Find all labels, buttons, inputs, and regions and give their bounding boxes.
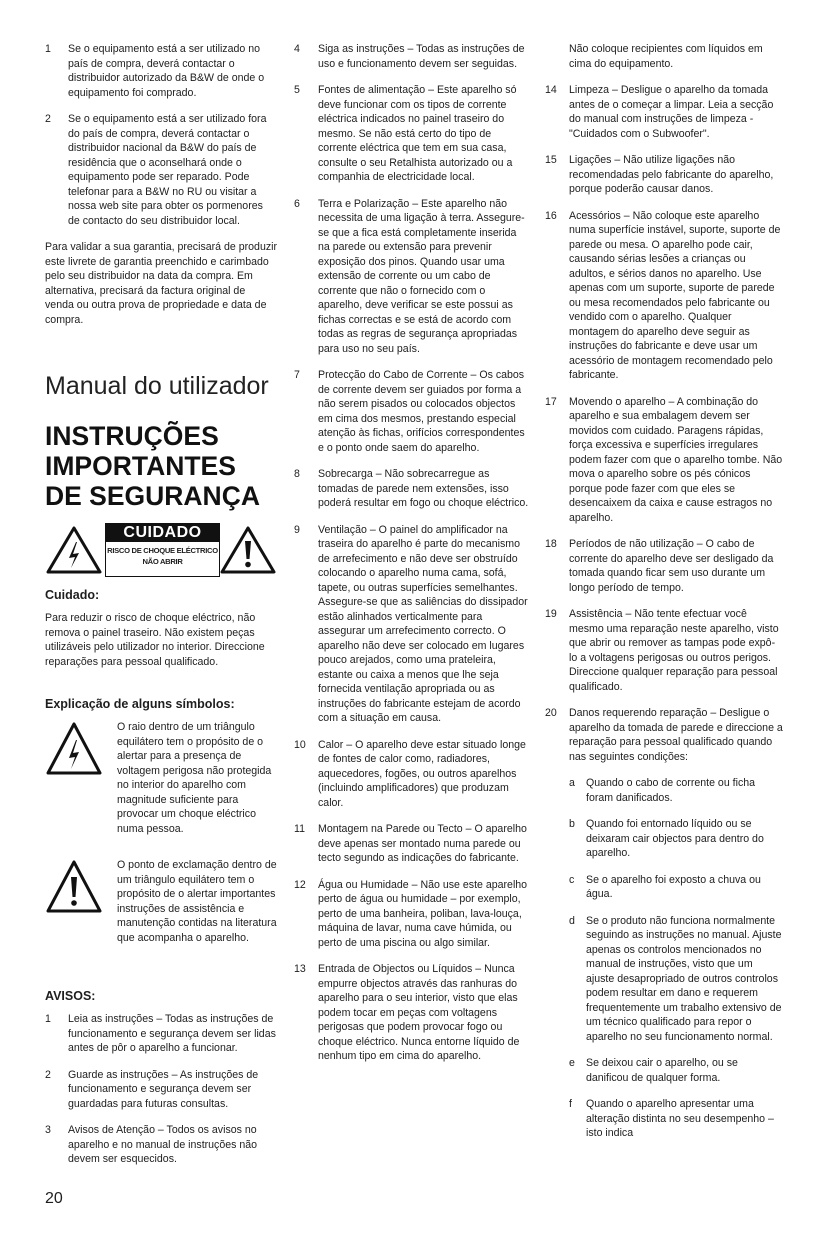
exclamation-warning-icon: [219, 525, 277, 575]
list-item: [294, 368, 530, 455]
list-item: [294, 962, 530, 1064]
list-item: [294, 83, 530, 185]
caution-line-1: RISCO DE CHOQUE ELÉCTRICO: [107, 546, 218, 555]
list-item: [294, 42, 530, 71]
sub-item-letter: c: [569, 873, 575, 886]
item-number: 15: [545, 154, 557, 166]
sub-item-letter: b: [569, 818, 575, 830]
list-item: [294, 878, 530, 951]
item-text: Siga as instruções – Todas as instruções de uso e funcionamento devem ser seguidas.: [318, 43, 525, 70]
warranty-section: [45, 42, 277, 339]
item-text: Sobrecarga – Não sobrecarregue as tomadas de parede nem extensões, isso poderá resultar em fogo ou choque eléctrico.: [318, 468, 529, 509]
item-number: 10: [294, 738, 306, 751]
list-item: [294, 738, 530, 811]
item-number: 11: [294, 823, 305, 835]
caution-box: [105, 523, 220, 577]
item-text: Limpeza – Desligue o aparelho da tomada antes de o começar a limpar. Leia a secção do manual com instruções de limpeza -"Cuidados com o Subwoofer".: [569, 84, 774, 140]
symbols-heading: Explicação de alguns símbolos:: [45, 697, 235, 711]
list-item: [294, 822, 530, 866]
sub-item-text: Se deixou cair o aparelho, ou se danificou de qualquer forma.: [586, 1057, 738, 1084]
item-number: 1: [45, 1013, 51, 1025]
avisos-heading: AVISOS:: [45, 989, 96, 1003]
item-text: Protecção do Cabo de Corrente – Os cabos de corrente devem ser guiados por forma a não serem pisados ou colocados objectos em cima dos mesmos, prestando especial atenção às fichas, orifícios correspondentes e o ponto onde saem do aparelho.: [318, 369, 525, 454]
page-number: 20: [45, 1190, 63, 1207]
exclamation-symbol-icon: [45, 859, 103, 915]
list-item: [545, 706, 783, 764]
sub-item-letter: e: [569, 1057, 575, 1069]
item-number: 1: [45, 43, 51, 55]
item-number: 2: [45, 1068, 51, 1081]
item-text: Avisos de Atenção – Todos os avisos no aparelho e no manual de instruções não devem ser esquecidos.: [68, 1124, 258, 1165]
item-number: 12: [294, 878, 306, 891]
caution-label: [45, 523, 277, 579]
item-text: Guarde as instruções – As instruções de funcionamento e segurança devem ser guardadas para futuras consultas.: [68, 1068, 259, 1110]
item-text: Fontes de alimentação – Este aparelho só deve funcionar com os tipos de corrente eléctrica indicados no painel traseiro do mesmo. Se não está certo do tipo de corrente eléctrica que tem em sua casa, consulte o seu Retalhista autorizado ou a companhia de electricidade local.: [318, 84, 517, 183]
caution-heading: CUIDADO: [106, 524, 219, 542]
item-text: Períodos de não utilização – O cabo de corrente do aparelho deve ser desligado da tomada quando ficar sem uso durante um longo período de tempo.: [569, 538, 774, 594]
item-text: Danos requerendo reparação – Desligue o aparelho da tomada de parede e direccione a reparação para pessoal qualificado quando nas seguintes condições:: [569, 707, 783, 763]
list-item: [45, 1012, 277, 1056]
cuidado-heading: Cuidado:: [45, 588, 100, 602]
lightning-warning-icon: [45, 525, 103, 575]
sub-list-item: [569, 873, 783, 902]
item-number: 4: [294, 43, 300, 55]
list-item: [294, 197, 530, 357]
manual-title: Manual do utilizador: [45, 372, 269, 400]
caution-line-2: NÃO ABRIR: [142, 557, 183, 566]
sub-item-text: Quando foi entornado líquido ou se deixaram cair objectos para dentro do aparelho.: [586, 818, 764, 859]
item-number: 9: [294, 523, 300, 536]
sub-item-letter: d: [569, 914, 575, 927]
list-item: [45, 1123, 277, 1167]
list-item: [545, 607, 783, 694]
list-item: [294, 523, 530, 726]
list-item: [45, 1068, 277, 1112]
lightning-symbol-icon: [45, 721, 103, 777]
item-number: 7: [294, 369, 300, 381]
item-number: 5: [294, 84, 300, 96]
item-number: 14: [545, 84, 557, 96]
item-number: 6: [294, 197, 300, 210]
caution-subtext: [106, 545, 219, 567]
item-number: 2: [45, 113, 51, 125]
warranty-validation-text: Para validar a sua garantia, precisará de produzir este livrete de garantia preenchido e carimbado pelo seu distribuidor na data da compra. Em alternativa, precisará da factura original de venda ou outra prova de propriedade e data de compra.: [45, 241, 278, 326]
sub-list-item: [569, 776, 783, 805]
sub-item-text: Se o produto não funciona normalmente seguindo as instruções no manual. Ajuste apenas os controlos mencionados no manual de instruções, visto que um ajuste desapropriado de outros controlos podem resultar em dano e requerem frequentemente um trabalho extensivo de um técnico qualificado para repor o aparelho no seu funcionamento normal.: [586, 914, 782, 1043]
item-text: Montagem na Parede ou Tecto – O aparelho deve apenas ser montado numa parede ou tecto segundo as indicações do fabricante.: [318, 823, 527, 864]
item-number: 19: [545, 608, 557, 620]
item-number: 16: [545, 209, 557, 222]
item-text: Acessórios – Não coloque este aparelho numa superfície instável, suporte, suporte de parede ou mesa. O aparelho pode cair, causando sérias lesões a crianças ou adultos, e sérios danos no aparelho. Use apenas com um suporte, suporte de parede ou mesa recomendados pelo fabricante ou vendido com o aparelho. Qualquer montagem do aparelho deve seguir as instruções do fabricante e deve usar um acessório de montagem recomendado pelo fabricante.: [569, 209, 781, 381]
sub-item-text: Se o aparelho foi exposto a chuva ou água.: [586, 873, 761, 900]
list-item: [545, 209, 783, 383]
sub-list-item: [569, 1097, 783, 1141]
item-text: Leia as instruções – Todas as instruções de funcionamento e segurança devem ser lidas antes de pôr o aparelho a funcionar.: [68, 1013, 276, 1054]
item-number: 18: [545, 538, 557, 550]
cuidado-text: Para reduzir o risco de choque eléctrico, não remova o painel traseiro. Não existem peças utilizáveis pelo utilizador no interior. Direccione reparações para pessoal qualificado.: [45, 612, 265, 668]
item-number: 8: [294, 468, 300, 480]
list-item: [545, 537, 783, 595]
sub-item-letter: a: [569, 777, 575, 789]
sub-item-text: Quando o aparelho apresentar uma alteração distinta no seu desempenho – isto indica: [586, 1098, 774, 1139]
list-item: [545, 153, 783, 197]
item-text: Ventilação – O painel do amplificador na traseira do aparelho é parte do mecanismo de arrefecimento e não deve ser obstruído colocando o aparelho numa cama, sofá, tapete, ou outras superfícies semelhantes. Assegure-se que as saliências do dissipador estão alinhados verticalmente para assegurar um arrefecimento correcto. O aparelho não deve ser colocado em lugares pouco arejados, como uma prateleira, estante ou caixa a menos que lhe seja fornecida ventilação apropriada ou as instruções do fabricante estejam de acordo com a situação em causa.: [318, 523, 528, 724]
list-item: [545, 395, 783, 526]
lightning-symbol-explanation: O raio dentro de um triângulo equilátero tem o propósito de o alertar para a presença de voltagem perigosa não protegida no interior do aparelho com magnitude suficiente para provocar um choque eléctrico numa pessoa.: [117, 721, 272, 835]
item-text: Água ou Humidade – Não use este aparelho perto de água ou humidade – por exemplo, perto de uma banheira, poliban, lava-louça, máquina de lavar, numa cave húmida, ou perto de uma piscina ou algo similar.: [318, 878, 528, 949]
safety-list-column-3: [545, 42, 783, 1153]
sub-item-text: Quando o cabo de corrente ou ficha foram danificados.: [586, 777, 756, 804]
item-text: Terra e Polarização – Este aparelho não necessita de uma ligação à terra. Assegure-se que a fica está completamente inserida na parede ou extensão para prevenir exposição dos pinos. Quando usar uma extensão de corrente ou um cabo de corrente que não o fornecido com o aparelho, deve verificar se este possui as fichas correctas e se está de acordo com todas as regras de segurança apropriadas para uso no seu país.: [318, 197, 525, 355]
exclamation-symbol-explanation: O ponto de exclamação dentro de um triângulo equilátero tem o propósito de o alertar importantes instruções de assistência e manutenção contidas na literatura que acompanha o aparelho.: [117, 859, 277, 944]
sub-list-item: [569, 817, 783, 861]
item-number: 17: [545, 395, 557, 408]
sub-list-item: [569, 1056, 783, 1085]
item-text: Calor – O aparelho deve estar situado longe de fontes de calor como, radiadores, aquecedores, fogões, ou outros aparelhos (incluindo amplificadores) que produzam calor.: [318, 738, 526, 809]
safety-list-column-2: [294, 42, 530, 1076]
list-item: [294, 467, 530, 511]
item-text: Movendo o aparelho – A combinação do aparelho e sua embalagem devem ser movidos com cuidado. Paragens rápidas, força excessiva e superfícies irregulares podem fazer com que o aparelho tombe. Não mova o aparelho sobre os pés cónicos porque pode fazer com que eles se desencaixem da caixa e cause estragos no aparelho.: [569, 395, 783, 524]
item-text: Se o equipamento está a ser utilizado fora do país de compra, deverá contactar o distribuidor nacional da B&W do país de residência que o aconselhará onde o equipamento pode ser reparado. Pode telefonar para a B&W no RU ou visitar a nossa web site para obter os pormenores de contacto do seu distribuidor local.: [68, 113, 267, 227]
sub-item-letter: f: [569, 1098, 572, 1110]
item-text: Se o equipamento está a ser utilizado no país de compra, deverá contactar o distribuidor autorizado da B&W de onde o equipamento foi comprado.: [68, 43, 265, 99]
item-number: 20: [545, 707, 557, 719]
item-number: 13: [294, 963, 306, 975]
list-item: [45, 42, 277, 100]
list-item: [45, 112, 277, 228]
safety-title: INSTRUÇÕES IMPORTANTES DE SEGURANÇA: [45, 421, 260, 511]
item-text: Entrada de Objectos ou Líquidos – Nunca empurre objectos através das ranhuras do aparelho para o seu interior, visto que elas podem tocar em peças com voltagens perigosas que podem provocar fogo ou choque eléctrico. Nunca entorne líquido de nenhum tipo em cima do aparelho.: [318, 963, 520, 1062]
item-13-continuation: Não coloque recipientes com líquidos em cima do equipamento.: [569, 43, 763, 70]
sub-list-item: [569, 914, 783, 1045]
list-item: [545, 83, 783, 141]
item-number: 3: [45, 1124, 51, 1136]
item-text: Assistência – Não tente efectuar você mesmo uma reparação neste aparelho, visto que abrir ou remover as tampas pode expô-lo a voltagens perigosas ou outros perigos. Direccione qualquer reparação para pessoal qualificado.: [569, 608, 779, 693]
avisos-list: [45, 1012, 277, 1179]
item-text: Ligações – Não utilize ligações não recomendadas pelo fabricante do aparelho, porque poderão causar danos.: [569, 154, 774, 195]
